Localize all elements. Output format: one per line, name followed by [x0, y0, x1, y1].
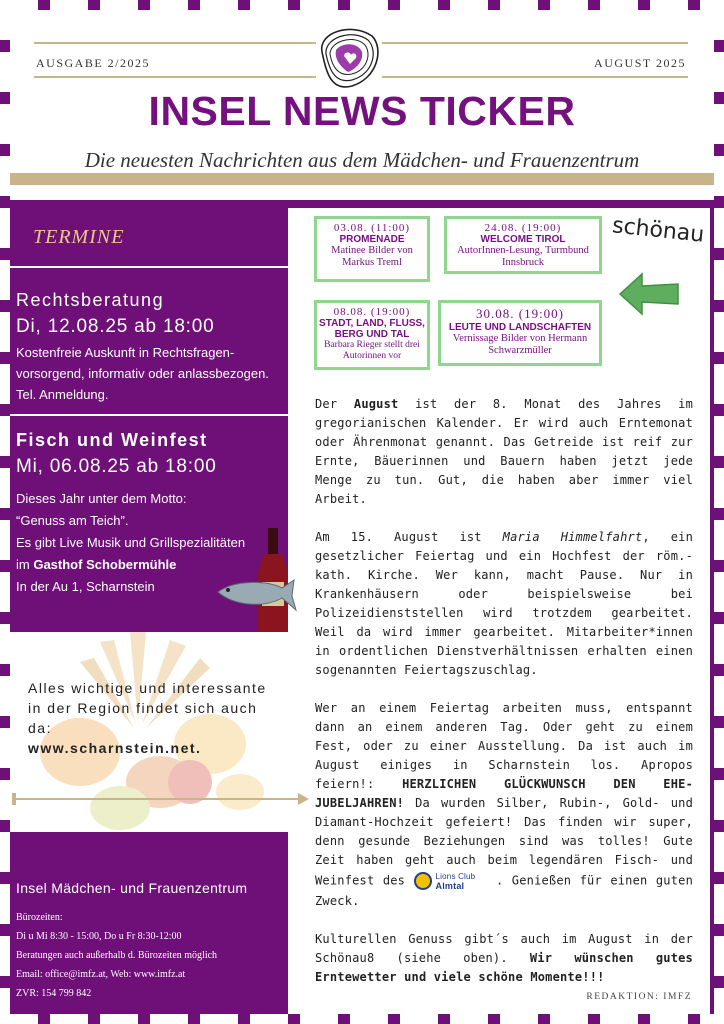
bottom-rule-right — [382, 76, 688, 78]
contact-title: Insel Mädchen- und Frauenzentrum — [16, 880, 248, 896]
border-left — [0, 0, 10, 1024]
text-span: im — [16, 557, 34, 572]
fischfest-line: “Genuss am Teich”. — [16, 513, 129, 528]
event-name: LEUTE UND LANDSCHAFTEN — [448, 322, 592, 333]
rechtsberatung-text: Kostenfreie Auskunft in Rechtsfragen- vorsorgend, informativ oder anlassbezogen. Tel. Anmeldung. — [16, 345, 269, 402]
article-paragraph — [315, 528, 693, 680]
top-rule-right — [382, 42, 688, 44]
masthead — [10, 10, 714, 200]
fischfest-line: Es gibt Live Musik und Grillspezialitäten — [16, 535, 246, 550]
lions-club-logo — [414, 870, 488, 892]
fischfest-line: Dieses Jahr unter dem Motto: — [16, 491, 187, 506]
fischfest-date: Mi, 06.08.25 ab 18:00 — [16, 456, 217, 477]
event-card-stadt-land-fluss — [314, 300, 430, 370]
text-span: Da wurden Silber, Rubin-, Gold- und Diamant-Hochzeit gefeiert! Das finden wir super, denn gesunde Beziehungen sind was tolles! Gute Zeit haben geht auch beim legendären Fisch- und Weinfest des — [315, 796, 693, 888]
section-divider — [10, 414, 288, 416]
event-card-welcome-tirol — [444, 216, 602, 274]
issue-month: AUGUST 2025 — [594, 56, 686, 70]
contact-line: Beratungen auch außerhalb d. Bürozeiten möglich — [16, 950, 218, 961]
article-body — [315, 395, 693, 1006]
lions-emblem-icon — [414, 872, 432, 890]
text-bold: HERZLICHEN GLÜCKWUNSCH DEN EHE-JUBELJAHREN! — [315, 777, 693, 810]
gold-divider-band — [10, 173, 714, 185]
border-bottom — [0, 1014, 724, 1024]
contact-line: Di u Mi 8:30 - 15:00, Do u Fr 8:30-12:00 — [16, 931, 182, 942]
contact-line: Email: office@imfz.at, Web: www.imfz.at — [16, 969, 186, 980]
redaktion-credit: REDAKTION: IMFZ — [586, 992, 692, 1002]
event-date: 03.08. (11:00) — [333, 222, 411, 234]
text-bold: August — [353, 397, 399, 411]
contact-details — [16, 908, 217, 1003]
event-date: 30.08. (19:00) — [475, 306, 565, 321]
fischfest-address: In der Au 1, Scharnstein — [16, 579, 155, 594]
event-description: Matinee Bilder von Markus Treml — [331, 245, 413, 268]
fischfest-title: Fisch und Weinfest — [16, 430, 208, 450]
text-span: Am 15. August ist — [315, 530, 503, 544]
termine-divider — [10, 266, 288, 268]
event-name: STADT, LAND, FLUSS, BERG UND TAL — [319, 318, 425, 340]
wine-fish-illustration — [214, 526, 302, 638]
schoenau-logo: schönau — [610, 213, 706, 248]
border-top — [0, 0, 724, 10]
main-content — [288, 208, 710, 1014]
event-description: Barbara Rieger stellt drei Autorinnen vor — [324, 340, 420, 361]
venue-name: Gasthof Schobermühle — [33, 557, 177, 572]
insel-logo-icon — [312, 22, 384, 92]
newsletter-title: INSEL NEWS TICKER — [148, 88, 576, 134]
event-description: AutorInnen-Lesung, Turmbund Innsbruck — [457, 245, 589, 268]
event-date: 08.08. (19:00) — [333, 306, 411, 318]
text-span: Wer an einem Feiertag arbeiten muss, entspannt dann an einem anderen Tag. Oder geht zu einem Fest, oder zu einer Ausstellung. Da ist auch im August einiges in Scharnstein los. Apropos feiern!: — [315, 701, 693, 791]
text-span: . Genießen für einen guten Zweck. — [315, 873, 693, 908]
rechtsberatung-date: Di, 12.08.25 ab 18:00 — [16, 316, 215, 337]
event-name: WELCOME TIROL — [480, 234, 566, 245]
arrow-left-icon — [616, 270, 682, 318]
contact-line: Bürozeiten: — [16, 912, 63, 923]
top-rule-left — [34, 42, 316, 44]
newsletter-subtitle: Die neuesten Nachrichten aus dem Mädchen- und Frauenzentrum — [84, 148, 640, 172]
text-bold: Wir wünschen gutes Erntewetter und viele schöne Momente!!! — [315, 951, 693, 984]
issue-number: AUSGABE 2/2025 — [36, 56, 151, 70]
event-description: Vernissage Bilder von Hermann Schwarzmüller — [452, 333, 588, 356]
article-paragraph — [315, 699, 693, 911]
border-right — [714, 0, 724, 1024]
article-paragraph — [315, 395, 693, 509]
event-card-promenade — [314, 216, 430, 282]
region-website-link[interactable]: www.scharnstein.net. — [28, 740, 202, 756]
lions-line2: Almtal — [435, 881, 465, 891]
text-span: Kulturellen Genuss gibt´s auch im August in der Schönau8 (siehe oben). — [315, 932, 693, 965]
event-name: PROMENADE — [339, 234, 405, 245]
text-span: , ein gesetzlicher Feiertag und ein Hochfest der röm.-kath. Kirche. Wer kann, macht Pause. Nur in Krankenhäusern oder beispielsweise bei Polizeidienststellen wird trotzdem gearbeitet. Weil da wird immer gearbeitet. Mitarbeiter*innen in ordentlichen Dienstverhältnissen erhalten einen sogenannten Feiertagszuschlag. — [315, 530, 693, 677]
text-span: Der — [315, 397, 354, 411]
text-italic: Maria Himmelfahrt — [502, 530, 643, 544]
gold-arrow-icon — [10, 790, 310, 808]
event-card-leute-und-landschaften — [438, 300, 602, 366]
article-paragraph — [315, 930, 693, 987]
region-text: Alles wichtige und interessante in der Region findet sich auch da: — [28, 680, 267, 736]
text-span: ist der 8. Monat des Jahres im gregorianischen Kalender. Er wird auch Erntemonat oder Ährenmonat genannt. Das Getreide ist reif zur Ernte, Bäuerinnen und Bauern haben jetzt jede Menge zu tun. Gut, die haben aber immer viel Arbeit. — [315, 397, 693, 506]
rechtsberatung-title: Rechtsberatung — [16, 290, 165, 310]
lions-line1: Lions Club — [435, 872, 476, 881]
termine-heading: TERMINE — [33, 226, 125, 248]
contact-line: ZVR: 154 799 842 — [16, 988, 92, 999]
bottom-rule-left — [34, 76, 316, 78]
region-info — [28, 678, 280, 758]
event-date: 24.08. (19:00) — [484, 222, 562, 234]
